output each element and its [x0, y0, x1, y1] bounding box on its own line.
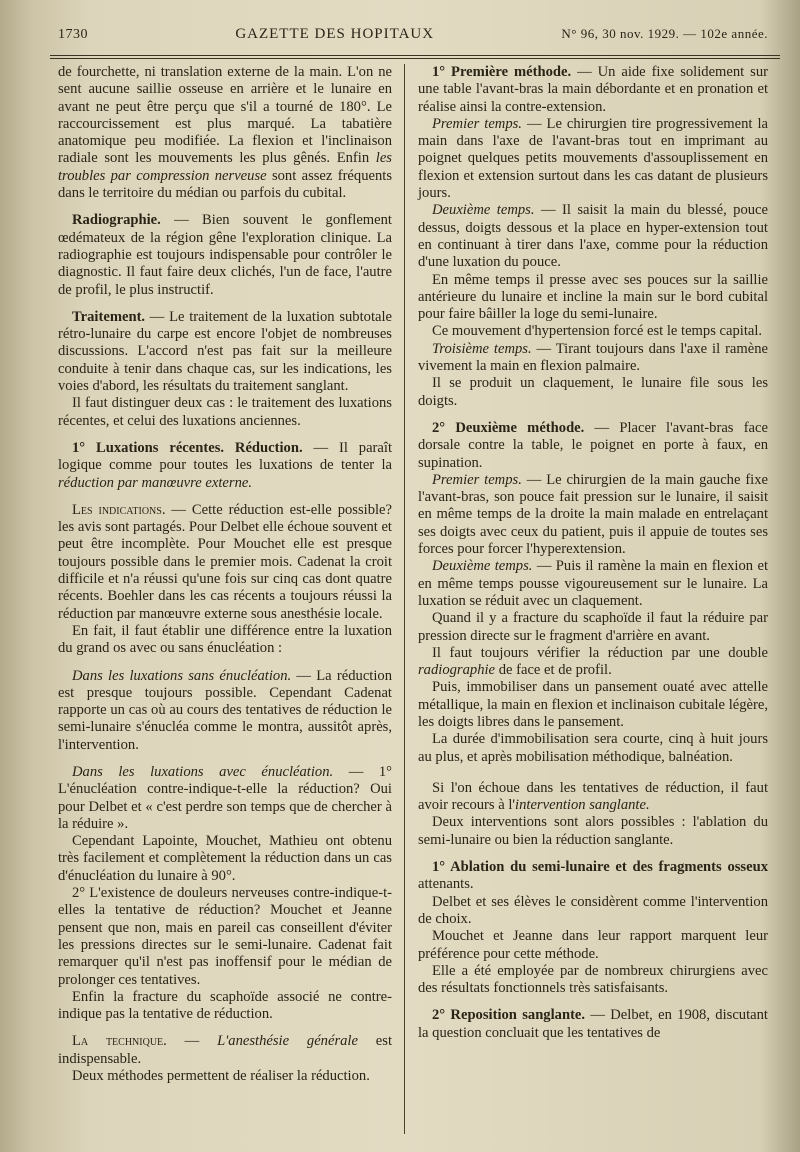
paragraph: En même temps il presse avec ses pouces sur la saillie antérieure du lunaire et incline la main sur le bord cubital pour faire bâiller la loge du semi-lunaire.	[418, 271, 768, 323]
issue-info: N° 96, 30 nov. 1929. — 102e année.	[561, 26, 768, 41]
technique-paragraph: La technique. — L'anesthésie générale est indispensable.	[58, 1033, 393, 1067]
subsection-heading: Les indications.	[72, 501, 166, 518]
paragraph: En fait, il faut établir une différence entre la luxation du grand os avec ou sans énucléation :	[58, 622, 392, 657]
section-heading: 1° Ablation du semi-lunaire et des fragments osseux	[432, 859, 768, 876]
paragraph: Dans les luxations avec énucléation. — 1° L'énucléation contre-indique-t-elle la réduction? Oui pour Delbet et « c'est perdre son temps que de chercher à la réduire ».	[58, 763, 392, 832]
paragraph: Delbet et ses élèves le considèrent comme l'intervention de choix.	[418, 893, 768, 927]
paragraph: Deux méthodes permettent de réaliser la réduction.	[72, 1068, 370, 1085]
ablation-paragraph: 1° Ablation du semi-lunaire et des fragments osseux attenants.	[418, 859, 768, 893]
luxations-paragraph: 1° Luxations récentes. Réduction. — Il paraît logique comme pour toutes les luxations de tenter la réduction par manœuvre externe.	[58, 439, 392, 491]
column-divider	[404, 64, 405, 1134]
paragraph: 2° L'existence de douleurs nerveuses contre-indique-t-elles la tentative de réduction? Mouchet et Jeanne pensent que non, mais en pareil cas conseillent d'éviter les pressions directes sur le semi-lunaire. Cadenat fait remarquer qu'il n'est pas inoffensif pour le médian de prolonger ces tentatives.	[58, 885, 392, 988]
methode-1-paragraph: 1° Première méthode. — Un aide fixe solidement sur une table l'avant-bras la main débordante et en pronation et réalise ainsi la contre-extension.	[418, 64, 768, 115]
page-header	[58, 26, 768, 50]
right-column	[418, 64, 768, 1042]
indications-paragraph: Les indications. — Cette réduction est-elle possible? les avis sont partagés. Pour Delbet elle échoue souvent et peut être incomplète. Pour Mouchet elle est presque toujours possible dans le premier mois. Cadenat la croit difficile et n'a réussi qu'une fois sur cinq cas dont quatre récents. Boehler dans les cas récents a toujours réussi la réduction par manœuvre externe sous anesthésie locale.	[58, 501, 393, 622]
section-heading: Traitement.	[72, 308, 146, 325]
header-rule	[50, 55, 780, 56]
paragraph: Cependant Lapointe, Mouchet, Mathieu ont obtenu très facilement et complètement la réduction dans un cas d'énucléation du lunaire à 90°.	[58, 833, 392, 884]
paragraph: Mouchet et Jeanne dans leur rapport marquent leur préférence pour cette méthode.	[418, 928, 768, 962]
reposition-paragraph: 2° Reposition sanglante. — Delbet, en 1908, discutant la question concluait que les tentatives de	[418, 1007, 768, 1041]
paragraph: Premier temps. — Le chirurgien de la main gauche fixe l'avant-bras, son pouce fait pression sur le lunaire, il saisit en même temps de la droite la main malade en entrelaçant ses doigts avec ceux du patient, puis il appuie de toutes ses forces pour forcer l'hyperextension.	[418, 471, 769, 558]
methode-2-paragraph: 2° Deuxième méthode. — Placer l'avant-bras face dorsale contre la table, le poignet en porte à faux, en supination.	[418, 419, 768, 471]
section-heading: 2° Deuxième méthode.	[432, 419, 585, 436]
paragraph: Quand il y a fracture du scaphoïde il faut la réduire par pression directe sur le fragment d'arrière en avant.	[418, 610, 768, 644]
radiographie-paragraph: Radiographie. — Bien souvent le gonflement œdémateux de la région gêne l'exploration clinique. La radiographie est toujours indispensable pour contrôler le diagnostic. Il faut faire deux clichés, l'un de face, l'autre de profil, le plus instructif.	[58, 212, 392, 298]
paragraph: Ce mouvement d'hypertension forcé est le temps capital.	[432, 323, 763, 340]
paragraph: Enfin la fracture du scaphoïde associé ne contre-indique pas la tentative de réduction.	[58, 988, 392, 1023]
subsection-heading: La technique.	[72, 1033, 167, 1050]
paragraph: Elle a été employée par de nombreux chirurgiens avec des résultats fonctionnels très satisfaisants.	[418, 962, 768, 997]
paragraph: Il se produit un claquement, le lunaire file sous les doigts.	[418, 375, 768, 409]
traitement-paragraph: Traitement. — Le traitement de la luxation subtotale rétro-lunaire du carpe est encore l'objet de nombreuses discussions. L'accord n'est pas fait sur la meilleure conduite à tenir dans chaque cas, sur les indications, les voies d'abord, les résultats du traitement sanglant.	[58, 308, 393, 395]
paragraph: Deuxième temps. — Puis il ramène la main en flexion et en même temps pousse vigoureusement sur le lunaire. La luxation se réduit avec un claquement.	[418, 558, 768, 609]
paragraph: Puis, immobiliser dans un pansement ouaté avec attelle métallique, la main en flexion et inclinaison cubitale légère, les doigts libres dans le pansement.	[418, 679, 768, 730]
left-column	[58, 64, 392, 1085]
page-number: 1730	[58, 27, 88, 42]
paragraph: Si l'on échoue dans les tentatives de réduction, il faut avoir recours à l'intervention sanglante.	[418, 779, 768, 814]
journal-title: GAZETTE DES HOPITAUX	[235, 26, 435, 42]
section-heading: Radiographie.	[72, 212, 161, 229]
paragraph: Il faut distinguer deux cas : le traitement des luxations récentes, et celui des luxations anciennes.	[58, 395, 392, 429]
section-heading: 1° Luxations récentes. Réduction.	[72, 439, 303, 456]
paragraph: Deuxième temps. — Il saisit la main du blessé, pouce dessus, doigts dessous et la place en hyper-extension tout en continuant à tirer dans l'axe, comme pour la réduction d'une luxation du pouce.	[418, 202, 769, 271]
section-heading: 2° Reposition sanglante.	[432, 1007, 586, 1024]
paragraph: de fourchette, ni translation externe de la main. L'on ne sent aucune saillie osseuse en arrière et le lunaire en avant ne peut être perçu que s'il a tourné de 180°. Le raccourcissement est plus marqué. La tabatière anatomique peu modifiée. La flexion et l'inclinaison radiale sont les mouvements les plus gênés. Enfin les troubles par compression nerveuse sont assez fréquents dans le territoire du médian ou parfois du cubital.	[58, 64, 393, 202]
section-heading: 1° Première méthode.	[432, 64, 572, 80]
paragraph: Deux interventions sont alors possibles : l'ablation du semi-lunaire ou bien la réduction sanglante.	[418, 814, 768, 848]
paragraph: Il faut toujours vérifier la réduction par une double radiographie de face et de profil.	[418, 644, 768, 679]
paragraph: Dans les luxations sans énucléation. — La réduction est presque toujours possible. Cependant Cadenat rapporte un cas où au cours des tentatives de réduction le semi-lunaire s'énucléa comme le montra, aussitôt après, l'intervention.	[58, 667, 392, 753]
header-rule-double	[50, 58, 780, 59]
paragraph: Troisième temps. — Tirant toujours dans l'axe il ramène vivement la main en flexion palmaire.	[418, 340, 769, 375]
paragraph: La durée d'immobilisation sera courte, cinq à huit jours au plus, et après mobilisation méthodique, balnéation.	[418, 731, 768, 765]
paragraph: Premier temps. — Le chirurgien tire progressivement la main dans l'axe de l'avant-bras tout en imprimant au poignet quelques petits mouvements d'assouplissement en flexion et extension surtout dans les cas datant de plusieurs jours.	[418, 115, 768, 202]
